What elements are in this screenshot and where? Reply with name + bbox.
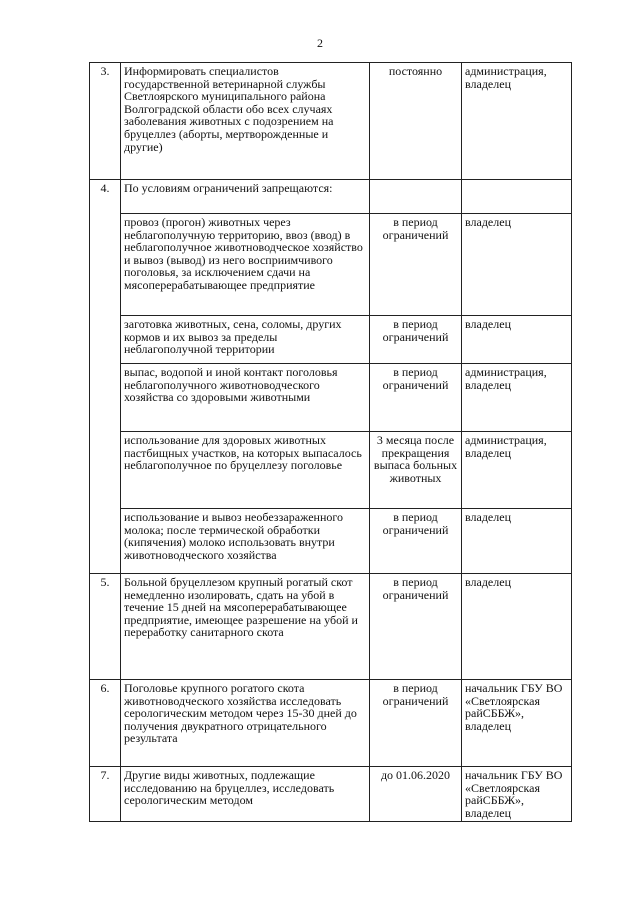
term-text: в период ограничений xyxy=(370,680,462,767)
page-number: 2 xyxy=(317,36,323,50)
term-text: в период ограничений xyxy=(370,364,462,432)
row-number: 4. xyxy=(90,180,121,574)
action-text: По условиям ограничений запрещаются: xyxy=(121,180,370,214)
row-number: 7. xyxy=(90,767,121,822)
table-subrow xyxy=(90,364,572,432)
term-text: в период ограничений xyxy=(370,214,462,316)
table-row-6 xyxy=(90,680,572,767)
responsible-text: администрация, владелец xyxy=(462,364,572,432)
responsible-text xyxy=(462,180,572,214)
responsible-text: владелец xyxy=(462,509,572,574)
table-row-3 xyxy=(90,63,572,180)
row-number: 5. xyxy=(90,574,121,680)
term-text: до 01.06.2020 xyxy=(370,767,462,822)
measures-table xyxy=(89,62,572,822)
responsible-text: начальник ГБУ ВО «Светлоярская райСББЖ», владелец xyxy=(462,767,572,822)
row-number: 6. xyxy=(90,680,121,767)
action-text: Больной бруцеллезом крупный рогатый скот немедленно изолировать, сдать на убой в течение 15 дней на мясоперерабатывающее предприятие, имеющее разрешение на убой и переработку санитарного скота xyxy=(121,574,370,680)
responsible-text: администрация, владелец xyxy=(462,63,572,180)
table-row-4 xyxy=(90,180,572,214)
subitem-text: провоз (прогон) животных через неблагополучную территорию, ввоз (ввод) в неблагополучное животноводческое хозяйство и вывоз (вывод) из него восприимчивого поголовья, за исключением сдачи на мясоперерабатывающее предприятие xyxy=(121,214,370,316)
row-number: 3. xyxy=(90,63,121,180)
term-text: 3 месяца после прекращения выпаса больных животных xyxy=(370,432,462,509)
term-text: постоянно xyxy=(370,63,462,180)
responsible-text: владелец xyxy=(462,574,572,680)
subitem-text: заготовка животных, сена, соломы, других кормов и их вывоз за пределы неблагополучной территории xyxy=(121,316,370,364)
table-subrow xyxy=(90,432,572,509)
subitem-text: использование для здоровых животных пастбищных участков, на которых выпасалось неблагополучное по бруцеллезу поголовье xyxy=(121,432,370,509)
table-subrow xyxy=(90,316,572,364)
responsible-text: администрация, владелец xyxy=(462,432,572,509)
table-row-7 xyxy=(90,767,572,822)
table-subrow xyxy=(90,509,572,574)
term-text xyxy=(370,180,462,214)
term-text: в период ограничений xyxy=(370,316,462,364)
action-text: Поголовье крупного рогатого скота животноводческого хозяйства исследовать серологическим методом через 15-30 дней до получения двукратного отрицательного результата xyxy=(121,680,370,767)
term-text: в период ограничений xyxy=(370,509,462,574)
subitem-text: использование и вывоз необеззараженного молока; после термической обработки (кипячения) молоко использовать внутри животноводческого хозяйства xyxy=(121,509,370,574)
responsible-text: владелец xyxy=(462,214,572,316)
subitem-text: выпас, водопой и иной контакт поголовья неблагополучного животноводческого хозяйства со здоровыми животными xyxy=(121,364,370,432)
responsible-text: начальник ГБУ ВО «Светлоярская райСББЖ», владелец xyxy=(462,680,572,767)
table-row-5 xyxy=(90,574,572,680)
term-text: в период ограничений xyxy=(370,574,462,680)
responsible-text: владелец xyxy=(462,316,572,364)
table-subrow xyxy=(90,214,572,316)
action-text: Информировать специалистов государственной ветеринарной службы Светлоярского муниципального района Волгоградской области обо всех случаях заболевания животных с подозрением на бруцеллез (аборты, мертворожденные и другие) xyxy=(121,63,370,180)
action-text: Другие виды животных, подлежащие исследованию на бруцеллез, исследовать серологическим методом xyxy=(121,767,370,822)
